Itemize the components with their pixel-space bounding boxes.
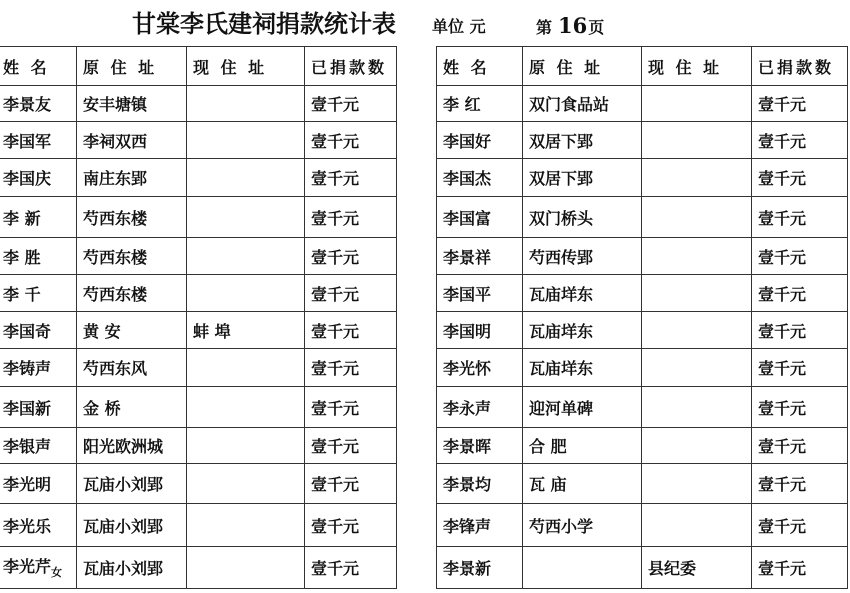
- table-row: [437, 464, 848, 504]
- current-address-cell: [187, 312, 305, 349]
- original-address-cell: [77, 464, 187, 504]
- name-note: 女: [51, 566, 63, 580]
- amount-cell: [305, 86, 397, 122]
- original-address-text: 芍西小学: [529, 516, 594, 536]
- name-cell: [437, 86, 523, 122]
- original-address-cell: [77, 159, 187, 197]
- page-title: 甘棠李氏建祠捐款统计表: [132, 9, 396, 38]
- right-donation-table: [436, 46, 848, 589]
- original-address-text: 双居下郢: [529, 169, 594, 188]
- table-header-row: [0, 47, 397, 86]
- original-address-text: 金 桥: [83, 398, 121, 418]
- amount-cell: [752, 275, 848, 312]
- table-row: [437, 504, 848, 547]
- amount-cell: [752, 197, 848, 238]
- original-address-cell: [77, 275, 187, 312]
- current-address-cell: [187, 504, 305, 547]
- original-address-text: 瓦庙垟东: [529, 359, 594, 378]
- table-row: [437, 428, 848, 464]
- current-address-cell: [187, 197, 305, 238]
- name-text: 李铸声: [3, 359, 52, 378]
- amount-text: 壹千元: [311, 359, 360, 378]
- name-text: 李光怀: [443, 359, 492, 378]
- page-number-value: 16: [558, 13, 588, 38]
- amount-cell: [752, 312, 848, 349]
- amount-cell: [305, 122, 397, 159]
- original-address-text: 李祠双西: [83, 131, 148, 151]
- original-address-text: 瓦庙小刘郢: [83, 516, 164, 536]
- amount-text: 壹千元: [758, 208, 807, 228]
- current-address-cell: [642, 349, 752, 387]
- original-address-text: 安丰塘镇: [83, 95, 148, 114]
- original-address-cell: [523, 197, 642, 238]
- table-header-row: [437, 47, 848, 86]
- table-row: [437, 349, 848, 387]
- name-text: 李 千: [3, 284, 41, 304]
- original-address-cell: [523, 312, 642, 349]
- original-address-text: 合 肥: [529, 437, 567, 456]
- current-address-text: 县纪委: [648, 559, 697, 578]
- original-address-text: 阳光欧洲城: [83, 437, 164, 456]
- table-row: [0, 86, 397, 122]
- amount-cell: [305, 197, 397, 238]
- table-row: [0, 197, 397, 238]
- name-text: 李国杰: [443, 169, 492, 188]
- original-address-text: 迎河单碑: [529, 398, 594, 418]
- amount-text: 壹千元: [311, 475, 360, 494]
- name-cell: [0, 122, 77, 159]
- name-cell: [0, 387, 77, 428]
- current-address-cell: [642, 159, 752, 197]
- table-row: [0, 547, 397, 589]
- amount-cell: [752, 428, 848, 464]
- current-address-cell: [642, 238, 752, 275]
- original-address-cell: [77, 86, 187, 122]
- name-cell: [437, 197, 523, 238]
- original-address-text: 瓦庙小刘郢: [83, 559, 164, 578]
- amount-cell: [305, 547, 397, 589]
- name-cell: [437, 312, 523, 349]
- original-address-cell: [77, 312, 187, 349]
- table-row: [0, 275, 397, 312]
- amount-text: 壹千元: [758, 359, 807, 378]
- amount-text: 壹千元: [311, 247, 360, 267]
- original-address-cell: [523, 428, 642, 464]
- name-cell: [437, 122, 523, 159]
- original-address-text: 芍西传郢: [529, 247, 594, 267]
- amount-text: 壹千元: [758, 131, 807, 151]
- name-cell: [0, 312, 77, 349]
- current-address-cell: [642, 504, 752, 547]
- current-address-cell: [187, 547, 305, 589]
- name-text: 李国军: [3, 131, 52, 151]
- name-text: 李景新: [443, 559, 492, 578]
- name-text: 李 红: [443, 95, 481, 114]
- original-address-cell: [523, 86, 642, 122]
- original-address-cell: [523, 464, 642, 504]
- amount-cell: [305, 238, 397, 275]
- original-address-text: 芍西东风: [83, 359, 148, 378]
- name-text: 李 新: [3, 208, 41, 228]
- amount-cell: [752, 122, 848, 159]
- column-header: 原 住 址: [77, 47, 187, 86]
- amount-text: 壹千元: [758, 398, 807, 418]
- amount-text: 壹千元: [758, 284, 807, 304]
- name-text: 李光明: [3, 475, 52, 494]
- amount-cell: [752, 238, 848, 275]
- amount-cell: [305, 387, 397, 428]
- amount-text: 壹千元: [311, 131, 360, 151]
- original-address-cell: [77, 547, 187, 589]
- name-cell: [437, 238, 523, 275]
- unit-label: 单位 元: [432, 17, 486, 36]
- table-row: [437, 122, 848, 159]
- name-text: 李 胜: [3, 247, 41, 267]
- name-cell: [0, 428, 77, 464]
- amount-cell: [752, 387, 848, 428]
- amount-text: 壹千元: [311, 95, 360, 114]
- name-cell: [0, 547, 77, 589]
- table-row: [0, 387, 397, 428]
- name-cell: [437, 547, 523, 589]
- name-text: 李国新: [3, 398, 52, 418]
- name-text: 李景均: [443, 475, 492, 494]
- original-address-cell: [523, 159, 642, 197]
- original-address-cell: [523, 504, 642, 547]
- original-address-cell: [77, 238, 187, 275]
- table-row: [437, 387, 848, 428]
- amount-cell: [752, 504, 848, 547]
- amount-cell: [305, 428, 397, 464]
- amount-cell: [305, 464, 397, 504]
- original-address-text: 瓦 庙: [529, 475, 567, 494]
- table-row: [0, 238, 397, 275]
- name-text: 李景晖: [443, 437, 492, 456]
- amount-cell: [305, 504, 397, 547]
- name-cell: [437, 464, 523, 504]
- name-cell: [437, 387, 523, 428]
- name-text: 李锋声: [443, 516, 492, 536]
- amount-text: 壹千元: [758, 247, 807, 267]
- amount-text: 壹千元: [311, 169, 360, 188]
- current-address-cell: [642, 312, 752, 349]
- left-donation-table: [0, 46, 397, 589]
- name-text: 李国富: [443, 208, 492, 228]
- amount-cell: [752, 464, 848, 504]
- name-text: 李景祥: [443, 247, 492, 267]
- current-address-cell: [642, 428, 752, 464]
- original-address-text: 南庄东郢: [83, 169, 148, 188]
- amount-text: 壹千元: [758, 475, 807, 494]
- name-cell: [0, 349, 77, 387]
- original-address-text: 芍西东楼: [83, 284, 148, 304]
- original-address-cell: [523, 387, 642, 428]
- current-address-cell: [187, 275, 305, 312]
- original-address-text: 瓦庙垟东: [529, 284, 594, 304]
- original-address-cell: [523, 349, 642, 387]
- amount-text: 壹千元: [311, 516, 360, 536]
- current-address-cell: [642, 197, 752, 238]
- current-address-cell: [187, 238, 305, 275]
- name-text: 李国庆: [3, 169, 52, 188]
- name-text: 李国平: [443, 284, 492, 304]
- original-address-text: 双门桥头: [529, 208, 594, 228]
- table-row: [437, 86, 848, 122]
- original-address-cell: [77, 387, 187, 428]
- name-text: 李景友: [3, 95, 52, 114]
- original-address-cell: [77, 504, 187, 547]
- name-text: 李光芹: [3, 557, 52, 577]
- table-row: [437, 238, 848, 275]
- table-row: [0, 312, 397, 349]
- amount-text: 壹千元: [758, 321, 807, 341]
- column-header: 现 住 址: [642, 47, 752, 86]
- original-address-cell: [523, 238, 642, 275]
- current-address-cell: [642, 275, 752, 312]
- amount-text: 壹千元: [311, 208, 360, 228]
- name-cell: [0, 275, 77, 312]
- amount-text: 壹千元: [758, 559, 807, 578]
- current-address-cell: [187, 159, 305, 197]
- name-cell: [437, 349, 523, 387]
- current-address-cell: [187, 349, 305, 387]
- table-row: [0, 464, 397, 504]
- original-address-text: 瓦庙小刘郢: [83, 475, 164, 494]
- original-address-text: 芍西东楼: [83, 208, 148, 228]
- current-address-cell: [642, 122, 752, 159]
- amount-text: 壹千元: [311, 398, 360, 418]
- current-address-cell: [187, 122, 305, 159]
- page-number: [536, 12, 604, 42]
- amount-cell: [305, 159, 397, 197]
- amount-cell: [752, 349, 848, 387]
- original-address-cell: [523, 547, 642, 589]
- amount-text: 壹千元: [758, 95, 807, 114]
- amount-text: 壹千元: [758, 516, 807, 536]
- amount-text: 壹千元: [311, 284, 360, 304]
- current-address-text: 蚌 埠: [193, 321, 231, 341]
- current-address-cell: [642, 464, 752, 504]
- original-address-cell: [77, 428, 187, 464]
- current-address-cell: [187, 428, 305, 464]
- amount-text: 壹千元: [311, 321, 360, 341]
- column-header: 原 住 址: [523, 47, 642, 86]
- original-address-cell: [77, 349, 187, 387]
- table-row: [437, 275, 848, 312]
- table-row: [0, 122, 397, 159]
- amount-cell: [305, 349, 397, 387]
- amount-cell: [752, 159, 848, 197]
- amount-cell: [752, 547, 848, 589]
- table-row: [0, 428, 397, 464]
- current-address-cell: [187, 86, 305, 122]
- original-address-cell: [77, 122, 187, 159]
- original-address-text: 黄 安: [83, 321, 121, 341]
- name-text: 李永声: [443, 398, 492, 418]
- table-row: [437, 547, 848, 589]
- current-address-cell: [642, 86, 752, 122]
- table-row: [0, 504, 397, 547]
- name-cell: [437, 275, 523, 312]
- current-address-cell: [642, 387, 752, 428]
- name-cell: [437, 159, 523, 197]
- column-header: 姓 名: [0, 47, 77, 86]
- table-row: [437, 197, 848, 238]
- name-cell: [0, 197, 77, 238]
- amount-cell: [305, 312, 397, 349]
- name-cell: [0, 159, 77, 197]
- name-cell: [0, 464, 77, 504]
- amount-cell: [752, 86, 848, 122]
- page-suffix: 页: [588, 18, 605, 37]
- table-row: [0, 349, 397, 387]
- page-prefix: 第: [536, 18, 553, 37]
- amount-text: 壹千元: [758, 169, 807, 188]
- name-text: 李光乐: [3, 516, 52, 536]
- original-address-cell: [77, 197, 187, 238]
- current-address-cell: [642, 547, 752, 589]
- name-cell: [0, 86, 77, 122]
- original-address-text: 双居下郢: [529, 131, 594, 151]
- name-text: 李银声: [3, 437, 52, 456]
- name-text: 李国奇: [3, 321, 52, 341]
- original-address-text: 芍西东楼: [83, 247, 148, 267]
- name-cell: [437, 428, 523, 464]
- name-cell: [0, 238, 77, 275]
- amount-text: 壹千元: [311, 437, 360, 456]
- name-cell: [0, 504, 77, 547]
- table-row: [0, 159, 397, 197]
- name-text: 李国明: [443, 321, 492, 341]
- amount-cell: [305, 275, 397, 312]
- original-address-cell: [523, 122, 642, 159]
- original-address-text: 瓦庙垟东: [529, 321, 594, 341]
- current-address-cell: [187, 464, 305, 504]
- table-row: [437, 159, 848, 197]
- table-row: [437, 312, 848, 349]
- column-header: 已捐款数: [752, 47, 848, 86]
- column-header: 已捐款数: [305, 47, 397, 86]
- original-address-text: 双门食品站: [529, 95, 610, 114]
- name-cell: [437, 504, 523, 547]
- amount-text: 壹千元: [311, 559, 360, 578]
- column-header: 姓 名: [437, 47, 523, 86]
- amount-text: 壹千元: [758, 437, 807, 456]
- current-address-cell: [187, 387, 305, 428]
- name-text: 李国好: [443, 131, 492, 151]
- original-address-cell: [523, 275, 642, 312]
- column-header: 现 住 址: [187, 47, 305, 86]
